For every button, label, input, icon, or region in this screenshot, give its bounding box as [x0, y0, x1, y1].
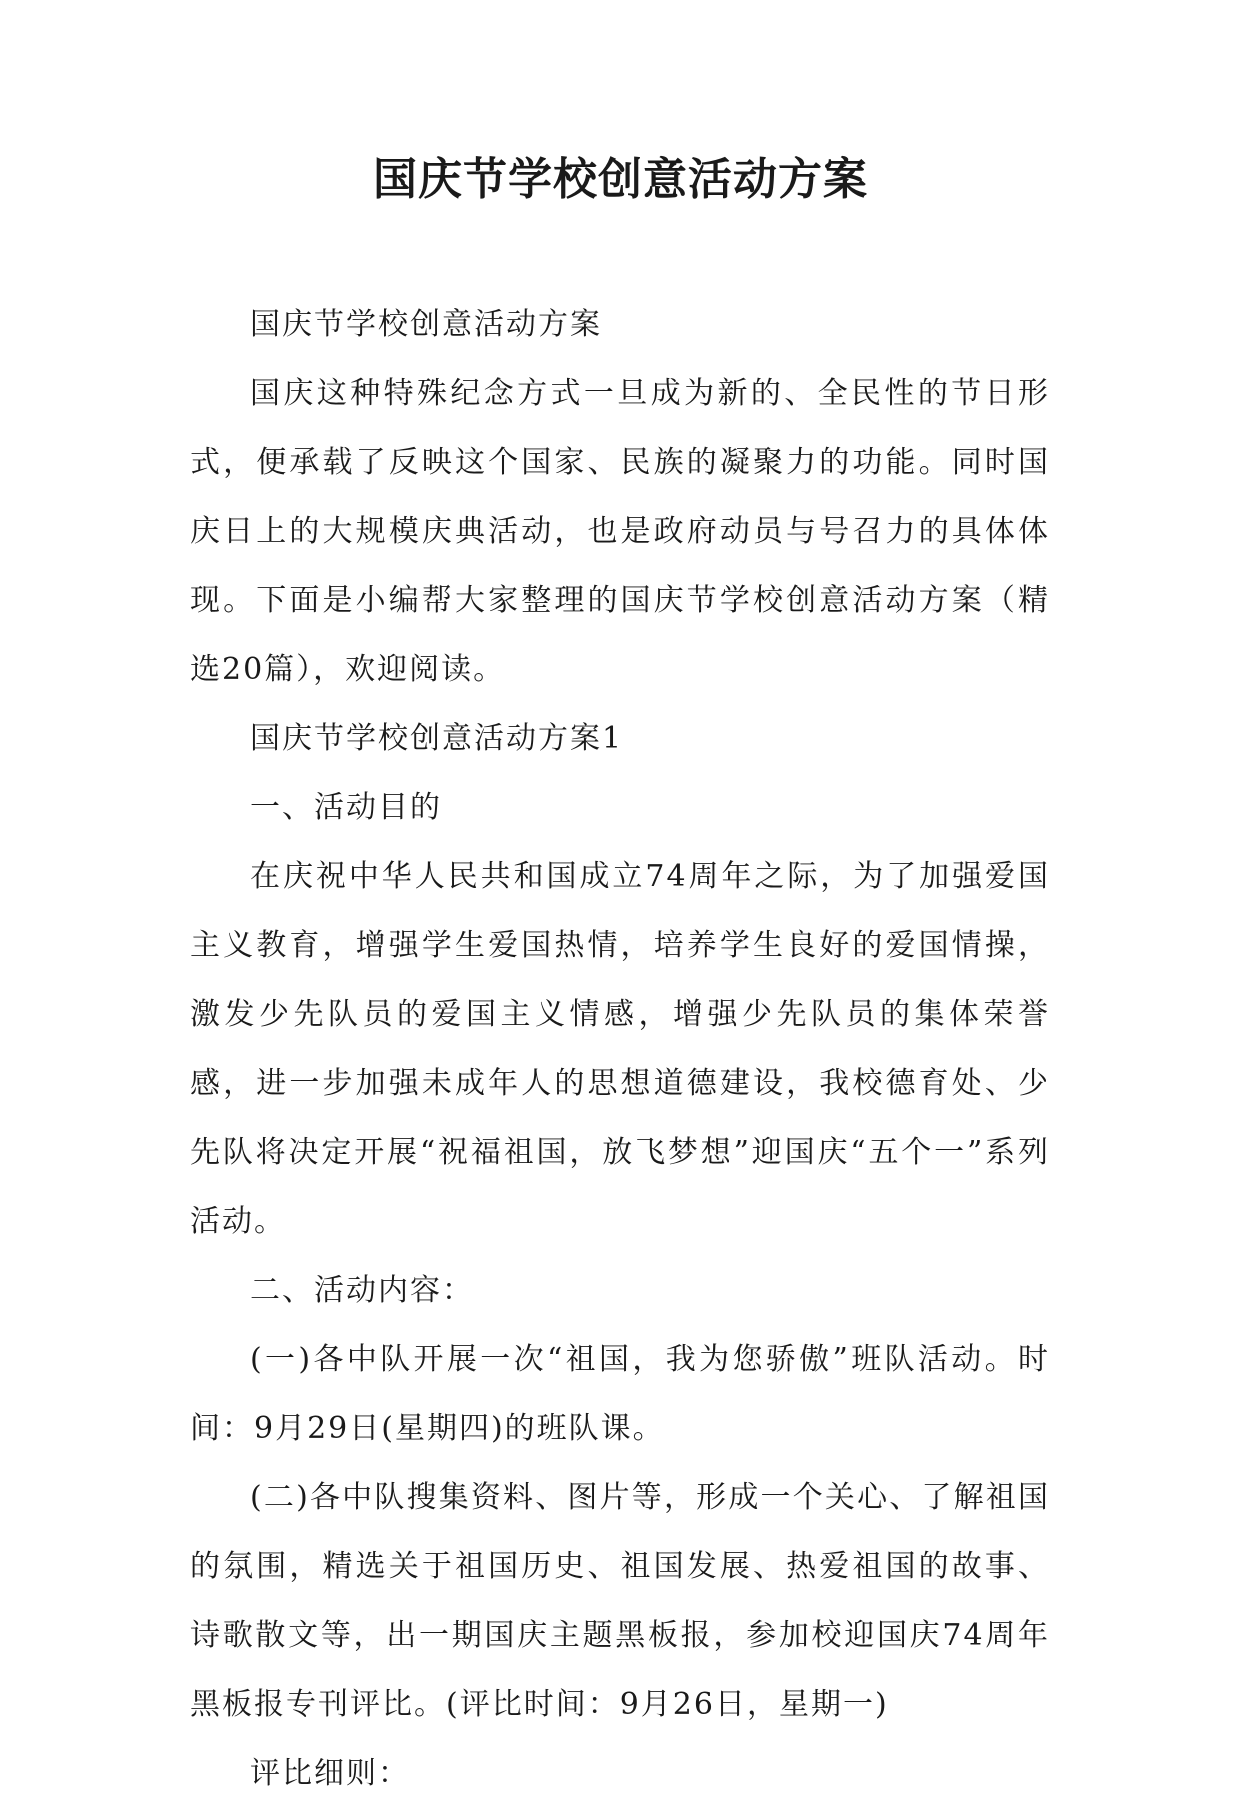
paragraph-content-item-1: (一)各中队开展一次“祖国，我为您骄傲”班队活动。时间：9月29日(星期四)的班队课。	[190, 1342, 1050, 1446]
paragraph-purpose-text: 在庆祝中华人民共和国成立74周年之际，为了加强爱国主义教育，增强学生爱国热情，培养学生良好的爱国情操，激发少先队员的爱国主义情感，增强少先队员的集体荣誉感，进一步加强未成年人的思想道德建设，我校德育处、少先队将决定开展“祝福祖国，放飞梦想”迎国庆“五个一”系列活动。	[190, 859, 1050, 1239]
paragraph-section-content: 二、活动内容：	[250, 1273, 474, 1308]
paragraph-heading: 国庆节学校创意活动方案	[250, 307, 602, 342]
document-title: 国庆节学校创意活动方案	[373, 154, 868, 205]
paragraph-section-purpose: 一、活动目的	[250, 790, 442, 825]
paragraph-content-item-2: (二)各中队搜集资料、图片等，形成一个关心、了解祖国的氛围，精选关于祖国历史、祖国发展、热爱祖国的故事、诗歌散文等，出一期国庆主题黑板报，参加校迎国庆74周年黑板报专刊评比。(评比时间：9月26日，星期一)	[190, 1480, 1050, 1722]
paragraph-intro: 国庆这种特殊纪念方式一旦成为新的、全民性的节日形式，便承载了反映这个国家、民族的凝聚力的功能。同时国庆日上的大规模庆典活动，也是政府动员与号召力的具体体现。下面是小编帮大家整理的国庆节学校创意活动方案（精选20篇），欢迎阅读。	[190, 376, 1050, 687]
document-body	[190, 290, 1050, 1808]
paragraph-rules-heading: 评比细则：	[250, 1756, 410, 1791]
paragraph-plan-1-title: 国庆节学校创意活动方案1	[250, 721, 624, 756]
